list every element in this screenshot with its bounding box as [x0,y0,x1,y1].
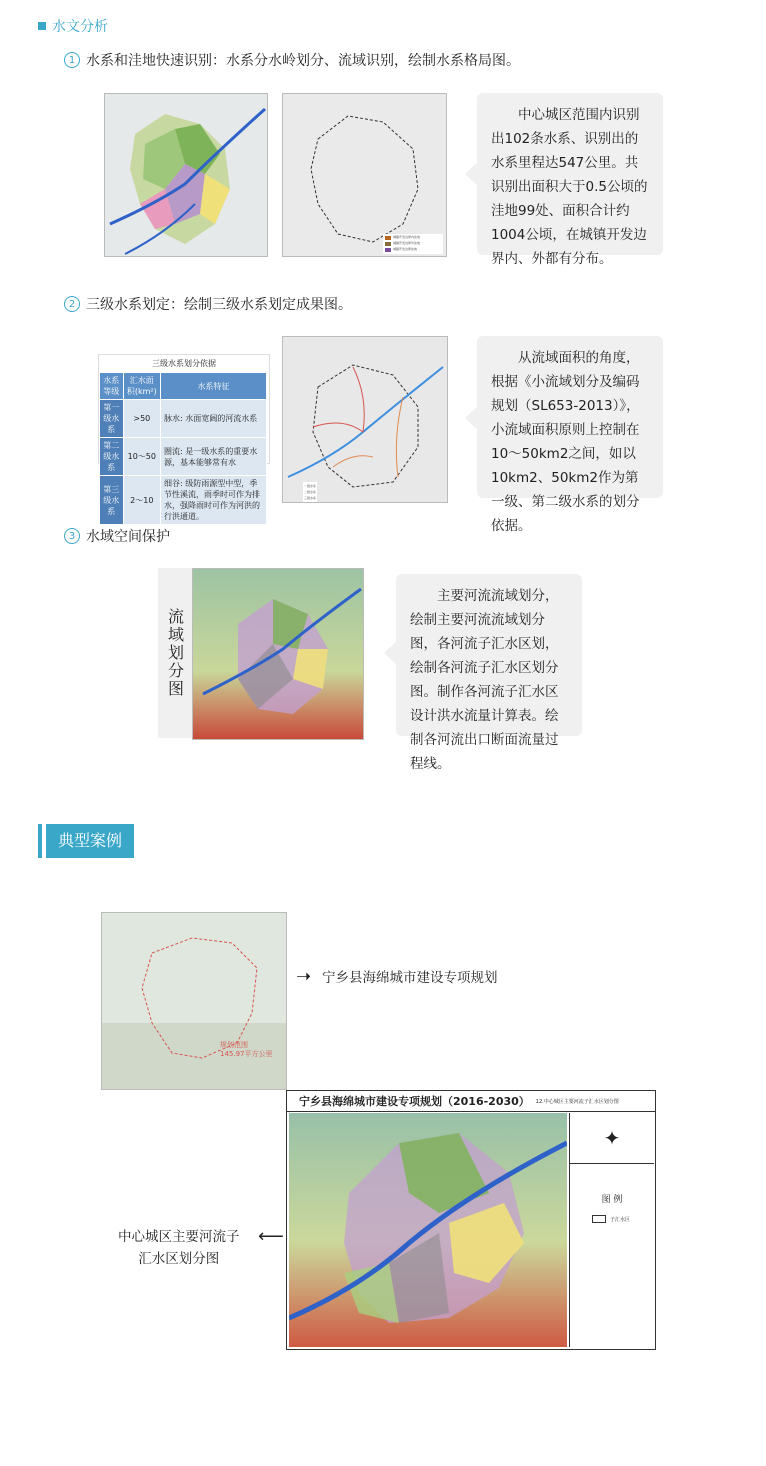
legend-item: 一级水系 [304,484,317,488]
section-title: 水文分析 [38,16,108,36]
table-header: 水系特征 [161,373,267,400]
side-label: 流域划分图 [165,608,185,698]
side-label-box [158,568,192,738]
step-3 [64,526,170,546]
table-row: 第三级水系 2～10 细谷: 级防雨源型中型，季节性溪流，雨季时可作为排水，强降雨时可作为河洪的行洪通道。 [100,476,267,525]
step-1 [64,50,520,70]
step-2 [64,294,352,314]
bubble-pointer [465,163,477,185]
map-title: 宁乡县海绵城市建设专项规划（2016-2030） [299,1095,530,1108]
bubble-pointer [465,407,477,429]
case-2-label: 中心城区主要河流子 汇水区划分图 [118,1229,240,1267]
table-row: 第一级水系 >50 脉水: 水面宽阔的河流水系 [100,400,267,438]
left-arrow-icon: ⟵ [258,1226,284,1247]
watershed-map-1 [104,93,268,257]
compass-icon: ✦ [570,1113,654,1164]
cases-title: 典型案例 [46,824,134,858]
legend-item: 城镇开发边界内洼地 [393,235,421,239]
river-levels-map [282,336,448,503]
river-levels-graphic [283,337,447,502]
table-body [99,372,267,525]
subcatchment-graphic [289,1113,567,1347]
case-1-label: 宁乡县海绵城市建设专项规划 [322,970,498,986]
step-number-badge: 1 [64,52,80,68]
square-bullet-icon [38,22,46,30]
text-bubble-2: 从流域面积的角度，根据《小流域划分及编码规划（SL653-2013）》，小流域面积原则上控制在10～50km2之间，如以10km2、50km2作为第一级、第二级水系的划分依据。 [477,336,663,498]
legend-item: 二级水系 [304,490,317,494]
case-map-1-graphic [102,913,286,1089]
legend-item: 城镇开发边界外洼地 [393,241,421,245]
map-legend-panel [569,1113,654,1347]
legend-label: 子汇水区 [610,1216,631,1223]
step-text: 水域空间保护 [86,529,170,545]
classification-table [98,354,270,521]
planning-area-note: 规划范围 145.97平方公里 [220,1041,273,1058]
table-title: 三级水系划分依据 [152,359,216,368]
case-map-1 [101,912,287,1090]
text-bubble-3: 主要河流流域划分，绘制主要河流流域划分图，各河流子汇水区划，绘制各河流子汇水区划分图。制作各河流子汇水区设计洪水流量计算表。绘制各河流出口断面流量过程线。 [396,574,582,736]
legend-swatch [592,1215,606,1223]
legend-item: 城镇开发边界洼地 [393,247,418,251]
terrain-graphic [193,569,363,739]
watershed-map-graphic [105,94,267,256]
table-row: 第二级水系 10～50 圈流: 是一级水系的重要水源，基本能够常有水 [100,438,267,476]
map-subtitle: 12.中心城区主要河流子汇水区划分图 [535,1098,619,1105]
cases-header [38,824,134,858]
text-bubble-1: 中心城区范围内识别出102条水系、识别出的水系里程达547公里。共识别出面积大于0.5公顷的洼地99处、面积合计约1004公顷，在城镇开发边界内、外都有分布。 [477,93,663,255]
step-text: 水系和洼地快速识别：水系分水岭划分、流域识别，绘制水系格局图。 [86,53,520,69]
table-header: 汇水面积(km²) [123,373,160,400]
step-number-badge: 2 [64,296,80,312]
watershed-terrain-map [192,568,364,740]
depression-map [282,93,447,257]
depression-map-graphic [283,94,446,256]
legend-item: 三级水系 [304,496,317,500]
table-header: 水系等级 [100,373,124,400]
case-map-2 [286,1090,656,1350]
legend-title: 图 例 [601,1195,623,1205]
step-number-badge: 3 [64,528,80,544]
map-body [289,1113,567,1347]
bubble-pointer [384,642,396,664]
legend-row [592,1215,654,1223]
step-text: 三级水系划定：绘制三级水系划定成果图。 [86,297,352,313]
map-title-bar [287,1091,655,1112]
right-arrow-icon: ➝ [296,966,312,987]
